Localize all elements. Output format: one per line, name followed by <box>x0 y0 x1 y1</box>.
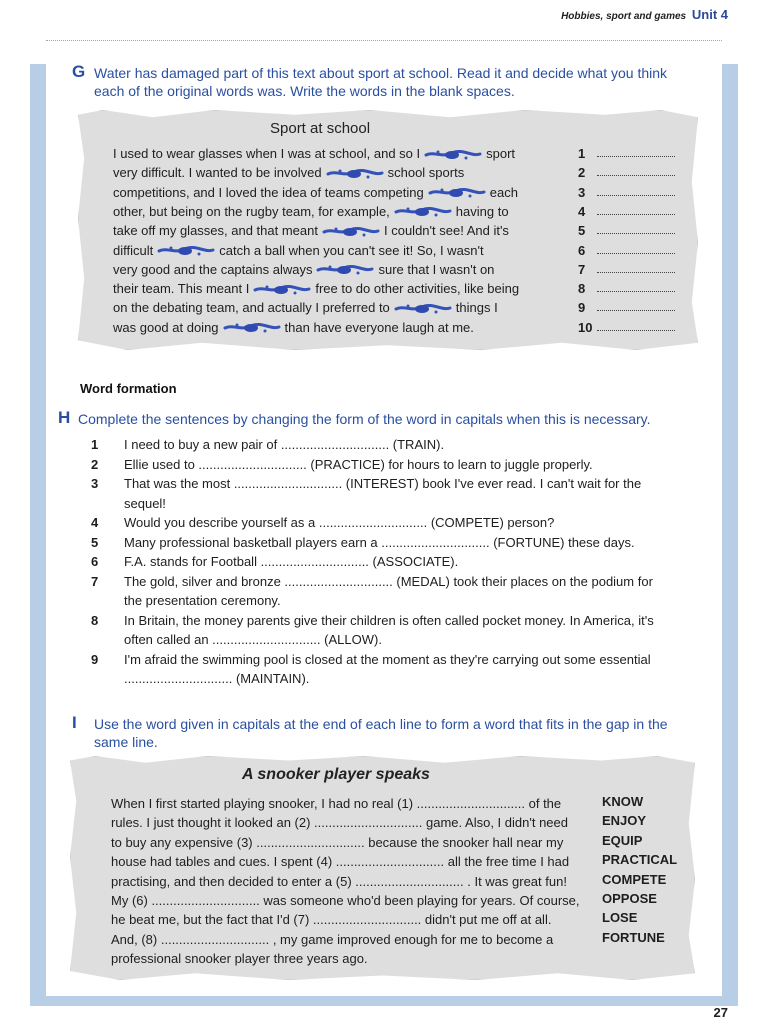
answer-blank[interactable] <box>597 262 675 273</box>
sport-text-line <box>113 243 484 259</box>
sport-text-line <box>113 146 515 162</box>
sentence-text: Many professional basketball players earn a .............................. (FORTUNE) these days. <box>124 534 635 550</box>
answer-number: 8 <box>578 281 586 297</box>
sentence-number: 8 <box>91 612 99 628</box>
snooker-text-line: to buy any expensive (3) .............................. because the snooker hall near my <box>111 834 564 850</box>
water-damage-blot <box>223 322 281 334</box>
sport-text-before-gap: competitions, and I loved the idea of teams competing <box>113 184 424 200</box>
sport-text-after-gap: having to <box>455 203 509 219</box>
answer-number: 10 <box>578 319 593 335</box>
sport-text-before-gap: very difficult. I wanted to be involved <box>113 165 322 181</box>
sentence-number: 2 <box>91 456 99 472</box>
sentence-text: The gold, silver and bronze .............................. (MEDAL) took their places on the podium for <box>124 573 653 589</box>
capital-word: EQUIP <box>602 832 643 848</box>
sentence-number: 1 <box>91 437 99 452</box>
capital-word: OPPOSE <box>602 891 657 906</box>
answer-blank[interactable] <box>597 300 675 311</box>
answer-blank[interactable] <box>597 204 675 215</box>
bottom-margin-strip <box>30 996 738 1006</box>
answer-number: 4 <box>578 203 586 219</box>
sport-text-before-gap: difficult <box>113 242 154 258</box>
capital-word: ENJOY <box>602 813 647 829</box>
sentence-text: I need to buy a new pair of .............................. (TRAIN). <box>124 437 445 452</box>
sport-text-line <box>113 262 494 278</box>
capital-word: KNOW <box>602 794 644 809</box>
answer-blank[interactable] <box>597 185 675 196</box>
capital-word: LOSE <box>602 910 638 926</box>
sport-text-before-gap: take off my glasses, and that meant <box>113 223 318 239</box>
sport-text-before-gap: very good and the captains always <box>113 261 313 277</box>
sport-text-line <box>113 185 518 201</box>
task-h-letter: H <box>58 408 71 427</box>
answer-blank[interactable] <box>597 243 675 254</box>
sport-text-line <box>113 300 498 316</box>
snooker-text-line: house had tables and cues. I spent (4) .............................. all the free time I had <box>111 854 570 870</box>
sentence-text: In Britain, the money parents give their children is often called pocket money. In America, it's <box>124 612 654 628</box>
task-g-instruction-line-2: each of the original words was. Write the words in the blank spaces. <box>94 83 515 99</box>
page-number: 27 <box>713 1005 728 1020</box>
running-header <box>561 7 728 22</box>
sentence-text: the presentation ceremony. <box>124 593 281 608</box>
sentence-text: Would you describe yourself as a .............................. (COMPETE) person? <box>124 515 555 530</box>
answer-number: 3 <box>578 184 586 200</box>
water-damage-blot <box>322 226 380 238</box>
sentence-number: 5 <box>91 534 99 550</box>
sport-text-before-gap: was good at doing <box>113 319 219 335</box>
sentence-number: 9 <box>91 651 99 667</box>
answer-blank[interactable] <box>597 165 675 176</box>
snooker-title: A snooker player speaks <box>242 766 430 783</box>
water-damage-blot <box>394 206 452 218</box>
sport-text-after-gap: each <box>489 184 518 200</box>
snooker-text-line: he beat me, but the fact that I'd (7) .............................. didn't put me off at all. <box>111 912 552 928</box>
water-damage-blot <box>253 284 311 296</box>
answer-blank[interactable] <box>597 320 675 331</box>
water-damage-blot <box>394 303 452 315</box>
sentence-text: often called an .............................. (ALLOW). <box>124 632 382 647</box>
sentence-text: That was the most .............................. (INTEREST) book I've ever read. I can't wait for the <box>124 476 642 491</box>
task-g-instruction-line-1: Water has damaged part of this text about sport at school. Read it and decide what you think <box>94 65 668 81</box>
sentence-number: 7 <box>91 573 99 589</box>
sentence-number: 6 <box>91 554 99 569</box>
sport-at-school-title: Sport at school <box>270 120 371 137</box>
sport-text-line <box>113 165 464 181</box>
water-damage-blot <box>157 245 215 257</box>
sport-text-line <box>113 320 474 336</box>
task-i-instruction-line-2: same line. <box>94 734 158 750</box>
sentence-text: sequel! <box>124 495 166 511</box>
sport-text-after-gap: free to do other activities, like being <box>315 281 520 297</box>
snooker-text-line: My (6) .............................. was someone who'd been playing for years. Of course, <box>111 893 580 908</box>
sport-text-line <box>113 223 509 239</box>
snooker-text-line: And, (8) .............................. , my game improved enough for me to become a <box>111 931 554 947</box>
answer-number: 5 <box>578 223 586 239</box>
capital-word: PRACTICAL <box>602 852 678 868</box>
task-g-letter: G <box>72 62 86 81</box>
sport-text-before-gap: other, but being on the rugby team, for example, <box>113 203 390 219</box>
panel-top-border <box>46 40 722 41</box>
sport-text-before-gap: on the debating team, and actually I preferred to <box>113 300 390 316</box>
answer-number: 1 <box>578 146 586 161</box>
sport-text-line <box>113 204 509 220</box>
snooker-text-line: professional snooker player three years ago. <box>111 951 368 967</box>
sport-text-after-gap: than have everyone laugh at me. <box>284 319 474 335</box>
sport-text-after-gap: sport <box>486 146 516 161</box>
answer-number: 7 <box>578 261 586 277</box>
answer-number: 2 <box>578 165 586 181</box>
sentence-number: 4 <box>91 515 99 530</box>
snooker-text-line: practising, and then decided to enter a (5) .............................. . It was great fun! <box>111 873 567 889</box>
answer-blank[interactable] <box>597 281 675 292</box>
sport-text-after-gap: catch a ball when you can't see it! So, I wasn't <box>219 242 484 258</box>
sport-text-after-gap: sure that I wasn't on <box>378 261 495 277</box>
capital-word: FORTUNE <box>602 929 665 945</box>
sport-text-after-gap: school sports <box>387 165 465 181</box>
snooker-text-line: When I first started playing snooker, I had no real (1) .............................. of the <box>111 796 562 811</box>
task-i-instruction-line-1: Use the word given in capitals at the end of each line to form a word that fits in the gap in the <box>94 716 668 732</box>
water-damage-blot <box>326 168 384 180</box>
sentence-number: 3 <box>91 476 99 491</box>
sport-text-after-gap: I couldn't see! And it's <box>384 223 509 239</box>
water-damage-blot <box>316 264 374 276</box>
answer-number: 6 <box>578 242 586 258</box>
water-damage-blot <box>424 149 482 161</box>
running-header-section: Hobbies, sport and games <box>561 11 687 22</box>
answer-blank[interactable] <box>597 223 675 234</box>
left-margin-strip <box>30 64 46 1006</box>
water-damage-blot <box>428 187 486 199</box>
sentence-text: Ellie used to .............................. (PRACTICE) for hours to learn to juggle properly. <box>124 456 593 472</box>
sentence-text: F.A. stands for Football .............................. (ASSOCIATE). <box>124 554 459 569</box>
answer-number: 9 <box>578 300 586 316</box>
word-formation-heading: Word formation <box>80 381 177 396</box>
capital-word: COMPETE <box>602 871 667 887</box>
sentence-text: .............................. (MAINTAIN). <box>124 671 310 686</box>
sport-text-after-gap: things I <box>455 300 498 316</box>
right-margin-strip <box>722 64 738 1006</box>
snooker-text-line: rules. I just thought it looked an (2) .............................. game. Also, I didn't need <box>111 815 568 831</box>
task-h-instruction: Complete the sentences by changing the form of the word in capitals when this is necessary. <box>78 411 651 427</box>
task-i-letter: I <box>72 713 77 732</box>
sport-text-before-gap: their team. This meant I <box>113 281 250 297</box>
sport-text-before-gap: I used to wear glasses when I was at school, and so I <box>113 146 421 161</box>
sentence-text: I'm afraid the swimming pool is closed at the moment as they're carrying out some essential <box>124 651 651 667</box>
running-header-unit: Unit 4 <box>691 7 728 22</box>
sport-text-line <box>113 281 519 297</box>
answer-blank[interactable] <box>597 146 675 157</box>
